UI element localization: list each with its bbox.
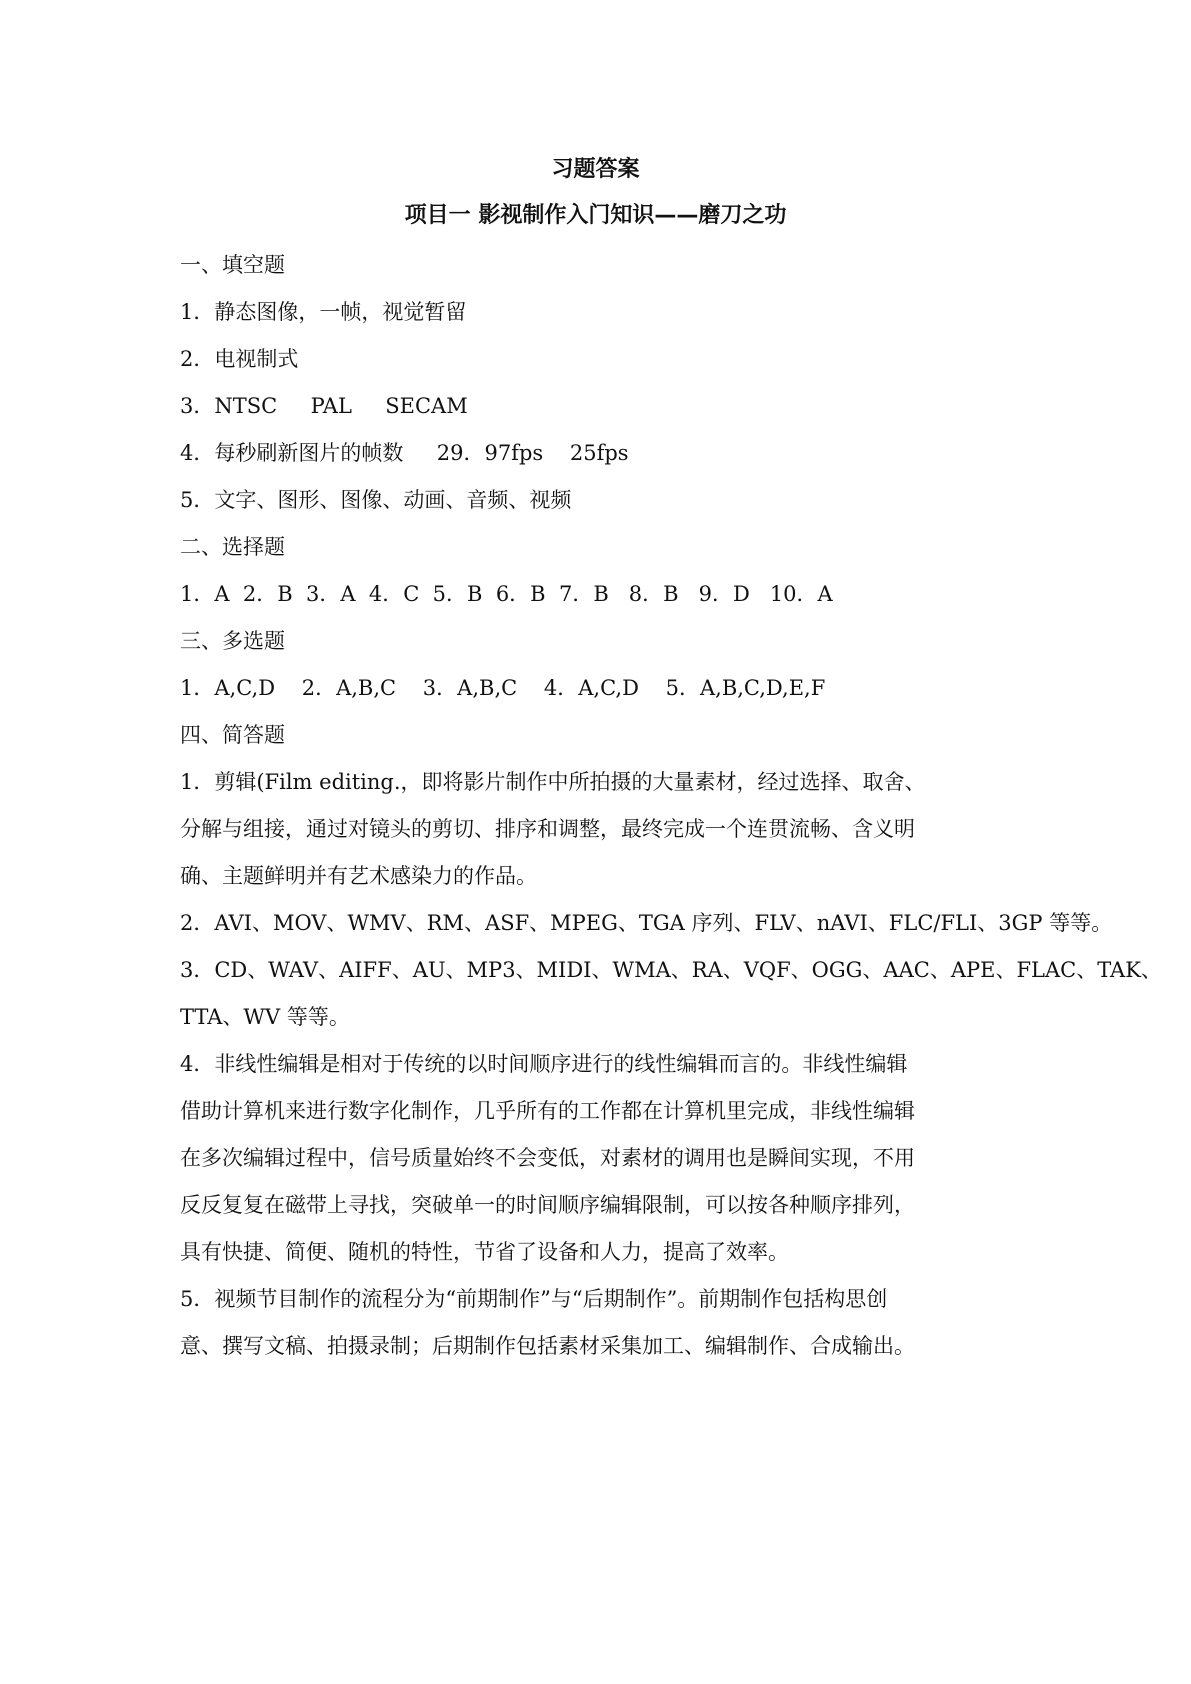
answer-line: 在多次编辑过程中，信号质量始终不会变低，对素材的调用也是瞬间实现，不用: [180, 1146, 915, 1170]
section-heading-short-answer: 四、简答题: [180, 723, 285, 747]
answer-line: 1．静态图像，一帧，视觉暂留: [180, 300, 467, 324]
section-heading-multiple-choice: 三、多选题: [180, 629, 285, 653]
answer-line: 分解与组接，通过对镜头的剪切、排序和调整，最终完成一个连贯流畅、含义明: [180, 817, 915, 841]
document-body: [180, 242, 1162, 1370]
section-heading-fill-in: 一、填空题: [180, 253, 285, 277]
answer-line: 5．视频节目制作的流程分为“前期制作”与“后期制作”。前期制作包括构思创: [180, 1287, 888, 1311]
answer-line: 借助计算机来进行数字化制作，几乎所有的工作都在计算机里完成，非线性编辑: [180, 1099, 915, 1123]
answer-line: 1．剪辑(Film editing.，即将影片制作中所拍摄的大量素材，经过选择、取舍、: [180, 770, 926, 794]
answer-line: 2．AVI、MOV、WMV、RM、ASF、MPEG、TGA 序列、FLV、nAVI、FLC/FLI、3GP 等等。: [180, 911, 1113, 935]
answer-line: 4．每秒刷新图片的帧数 29．97fps 25fps: [180, 441, 629, 465]
document-title: 习题答案: [551, 157, 640, 182]
answer-line: 1．A,C,D 2．A,B,C 3．A,B,C 4．A,C,D 5．A,B,C,D,E,F: [180, 676, 826, 700]
answer-line: 具有快捷、简便、随机的特性，节省了设备和人力，提高了效率。: [180, 1240, 789, 1264]
answer-line: 确、主题鲜明并有艺术感染力的作品。: [180, 864, 537, 888]
section-heading-single-choice: 二、选择题: [180, 535, 285, 559]
answer-line: 意、撰写文稿、拍摄录制；后期制作包括素材采集加工、编辑制作、合成输出。: [180, 1334, 915, 1358]
answer-line: 反反复复在磁带上寻找，突破单一的时间顺序编辑限制，可以按各种顺序排列，: [180, 1193, 915, 1217]
answer-line: 3．NTSC PAL SECAM: [180, 394, 468, 418]
answer-line: 4．非线性编辑是相对于传统的以时间顺序进行的线性编辑而言的。非线性编辑: [180, 1052, 908, 1076]
answer-line: 2．电视制式: [180, 347, 299, 371]
answer-line: TTA、WV 等等。: [180, 1005, 350, 1029]
answer-line: 1．A 2．B 3．A 4．C 5．B 6．B 7．B 8．B 9．D 10．A: [180, 582, 833, 606]
document-subtitle: 项目一 影视制作入门知识——磨刀之功: [404, 203, 787, 228]
answer-line: 5．文字、图形、图像、动画、音频、视频: [180, 488, 572, 512]
answer-line: 3．CD、WAV、AIFF、AU、MP3、MIDI、WMA、RA、VQF、OGG、AAC、APE、FLAC、TAK、: [180, 958, 1162, 982]
